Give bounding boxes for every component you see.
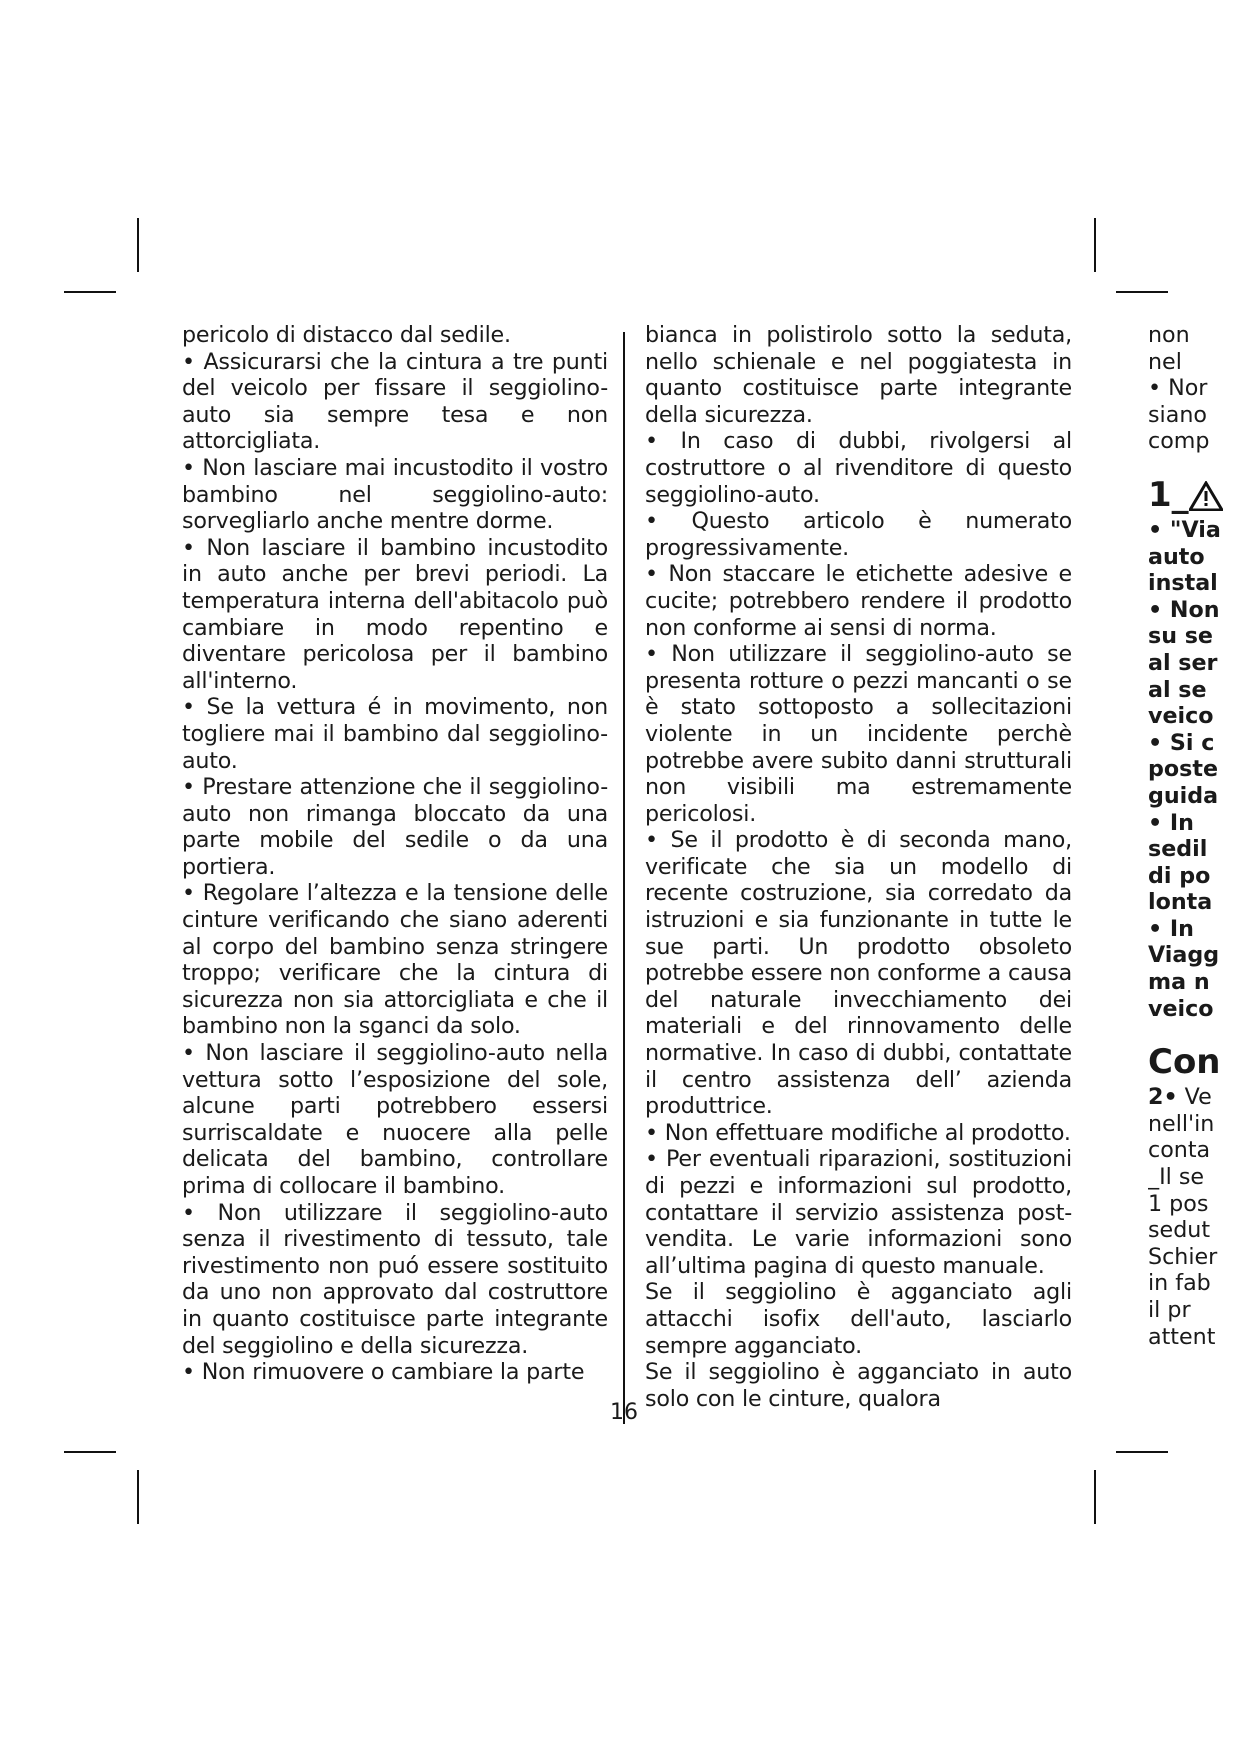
text-line: siano	[1148, 401, 1207, 428]
crop-mark	[64, 1451, 116, 1453]
paragraph: Se il seggiolino è agganciato agli attacchi isofix dell'auto, lasciarlo sempre agganciato.	[645, 1279, 1072, 1359]
bold-text-line: poste	[1148, 756, 1218, 783]
paragraph: • Regolare l’altezza e la tensione delle cinture verificando che siano aderenti al corpo del bambino senza stringere troppo; verificare che la cintura di sicurezza non sia attorcigliata e che il bambino non la sganci da solo.	[182, 880, 608, 1040]
section-heading-2: Con	[1148, 1042, 1221, 1083]
column-divider	[623, 332, 625, 1424]
bold-text-line: di po	[1148, 862, 1211, 889]
paragraph: Se il seggiolino è agganciato in auto solo con le cinture, qualora	[645, 1359, 1072, 1412]
text-line: attent	[1148, 1323, 1216, 1350]
bold-text-line: • Si c	[1148, 729, 1215, 756]
crop-mark	[1116, 291, 1168, 293]
spacer	[1148, 455, 1241, 473]
paragraph: • Se la vettura é in movimento, non togliere mai il bambino dal seggiolino-auto.	[182, 694, 608, 774]
bold-text-line: auto	[1148, 543, 1205, 570]
bold-text-line: lonta	[1148, 889, 1213, 916]
text-line: nel	[1148, 348, 1182, 375]
paragraph: • Per eventuali riparazioni, sostituzioni di pezzi e informazioni sul prodotto, contattare il servizio assistenza post-vendita. Le varie informazioni sono all’ultima pagina di questo manuale.	[645, 1146, 1072, 1279]
text-line: 1 pos	[1148, 1190, 1209, 1217]
step-number: 2•	[1148, 1084, 1178, 1111]
text-line: • Nor	[1148, 375, 1208, 402]
bold-text-line: veico	[1148, 703, 1214, 730]
section-number: 1_	[1148, 474, 1189, 515]
bold-text-line: • In	[1148, 915, 1194, 942]
paragraph: • Prestare attenzione che il seggiolino-auto non rimanga bloccato da una parte mobile del sedile o da una portiera.	[182, 774, 608, 880]
paragraph: • Non utilizzare il seggiolino-auto se presenta rotture o pezzi mancanti o se è stato sottoposto a sollecitazioni violente in un incidente perchè potrebbe avere subito danni strutturali non visibili ma estremamente pericolosi.	[645, 641, 1072, 827]
bold-text-line: su se	[1148, 623, 1213, 650]
paragraph: • Se il prodotto è di seconda mano, verificate che sia un modello di recente costruzione, sia corredato da istruzioni e sia funzionante in tutte le sue parti. Un prodotto obsoleto potrebbe essere non conforme a causa del naturale invecchiamento dei materiali e del rinnovamento delle normative. In caso di dubbi, contattate il centro assistenza dell’ azienda produttrice.	[645, 827, 1072, 1120]
bold-text-line: veico	[1148, 995, 1214, 1022]
bold-text-line: • Non	[1148, 596, 1220, 623]
bold-text-line: instal	[1148, 570, 1218, 597]
crop-mark	[64, 291, 116, 293]
paragraph: • Non staccare le etichette adesive e cucite; potrebbero rendere il prodotto non conforme ai sensi di norma.	[645, 561, 1072, 641]
bold-text-line: al se	[1148, 676, 1207, 703]
crop-mark	[137, 1470, 139, 1524]
paragraph: • Questo articolo è numerato progressivamente.	[645, 508, 1072, 561]
text-line: nell'in	[1148, 1110, 1215, 1137]
bold-text-line: • In	[1148, 809, 1194, 836]
text-line: conta	[1148, 1137, 1211, 1164]
paragraph: • Non effettuare modifiche al prodotto.	[645, 1119, 1071, 1146]
bold-text-line: Viagg	[1148, 942, 1220, 969]
text-line: Schier	[1148, 1243, 1218, 1270]
text-line	[1148, 1084, 1241, 1111]
paragraph: • Non lasciare il bambino incustodito in auto anche per brevi periodi. La temperatura interna dell'abitacolo può cambiare in modo repentino e diventare pericolosa per il bambino all'interno.	[182, 534, 608, 694]
text-line: il pr	[1148, 1297, 1191, 1323]
text-line: comp	[1148, 428, 1210, 455]
right-column-cut	[1148, 322, 1241, 1382]
paragraph: • Non utilizzare il seggiolino-auto senza il rivestimento di tessuto, tale rivestimento non puó essere sostituito da uno non approvato dal costruttore in quanto costituisce parte integrante del seggiolino e della sicurezza.	[182, 1199, 608, 1359]
crop-mark	[137, 218, 139, 272]
text-line: non	[1148, 322, 1190, 348]
paragraph: • Non rimuovere o cambiare la parte	[182, 1359, 585, 1386]
paragraph: • Assicurarsi che la cintura a tre punti del veicolo per fissare il seggiolino-auto sia sempre tesa e non attorcigliata.	[182, 348, 608, 455]
bold-text-line: sedil	[1148, 836, 1208, 863]
warning-triangle-icon	[1189, 481, 1223, 511]
bottom-lines	[1148, 1111, 1241, 1350]
spacer	[1148, 1022, 1241, 1040]
step-text: Ve	[1177, 1084, 1212, 1111]
paragraph: bianca in polistirolo sotto la seduta, nello schienale e nel poggiatesta in quanto costituisce parte integrante della sicurezza.	[645, 322, 1072, 428]
crop-mark	[1116, 1451, 1168, 1453]
text-line: sedut	[1148, 1217, 1211, 1244]
bold-text-line: ma n	[1148, 969, 1210, 996]
page-number: 16	[610, 1400, 638, 1425]
bold-text-line: guida	[1148, 782, 1219, 809]
paragraph: • Non lasciare mai incustodito il vostro bambino nel seggiolino-auto: sorvegliarlo anche mentre dorme.	[182, 454, 608, 535]
crop-mark	[1094, 218, 1096, 272]
paragraph: • In caso di dubbi, rivolgersi al costruttore o al rivenditore di questo seggiolino-auto.	[645, 428, 1072, 508]
bold-lines	[1148, 517, 1241, 1022]
paragraph: pericolo di distacco dal sedile.	[182, 322, 511, 348]
bold-text-line: • "Via	[1148, 516, 1221, 543]
text-line: _Il se	[1148, 1164, 1205, 1191]
bold-text-line: al ser	[1148, 649, 1218, 676]
text-line: in fab	[1148, 1270, 1211, 1297]
paragraph: • Non lasciare il seggiolino-auto nella vettura sotto l’esposizione del sole, alcune parti potrebbero essersi surriscaldate e nuocere alla pelle delicata del bambino, controllare prima di collocare il bambino.	[182, 1040, 608, 1199]
left-column	[182, 322, 608, 1386]
middle-column	[645, 322, 1072, 1412]
crop-mark	[1094, 1470, 1096, 1524]
section-heading	[1148, 473, 1241, 517]
